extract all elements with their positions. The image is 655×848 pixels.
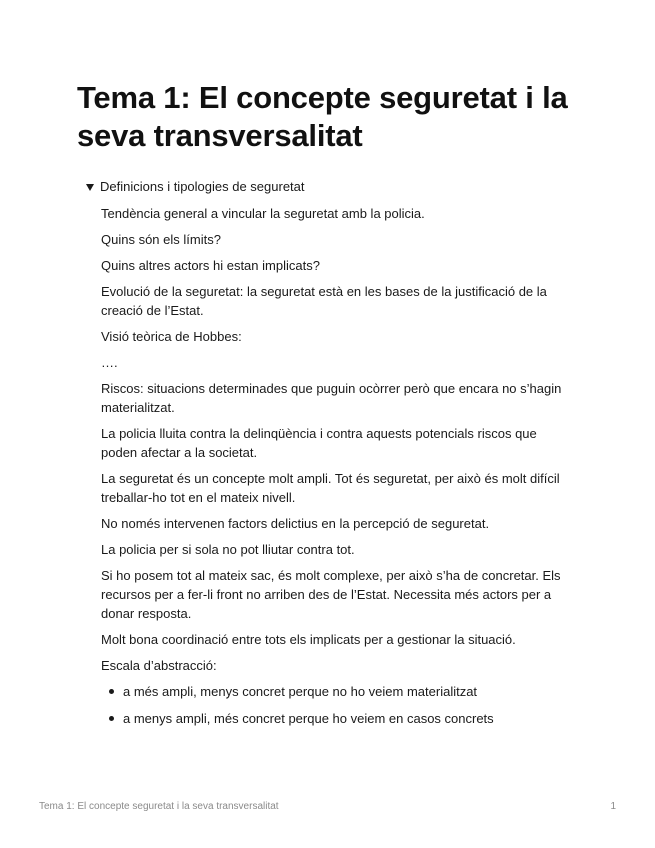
paragraph: Escala d’abstracció: <box>101 658 217 673</box>
triangle-down-icon[interactable] <box>86 184 94 191</box>
list-item-text: a menys ampli, més concret perque ho veiem en casos concrets <box>123 711 494 726</box>
paragraph: Visió teòrica de Hobbes: <box>101 329 242 344</box>
list-item <box>101 682 576 701</box>
toggle-summary[interactable] <box>86 178 586 196</box>
paragraph: La policia per si sola no pot lliutar contra tot. <box>101 542 355 557</box>
paragraph: Evolució de la seguretat: la seguretat està en les bases de la justificació de la creació de l’Estat. <box>101 284 547 318</box>
paragraph: La seguretat és un concepte molt ampli. Tot és seguretat, per això és molt difícil treballar-ho tot en el mateix nivell. <box>101 471 560 505</box>
paragraph: Quins altres actors hi estan implicats? <box>101 258 320 273</box>
toggle-content <box>101 204 576 736</box>
toggle-block <box>86 178 586 726</box>
bullet-list <box>101 682 576 728</box>
paragraph: No només intervenen factors delictius en la percepció de seguretat. <box>101 516 490 531</box>
paragraph: Tendència general a vincular la seguretat amb la policia. <box>101 206 425 221</box>
paragraph: Molt bona coordinació entre tots els implicats per a gestionar la situació. <box>101 632 516 647</box>
list-item <box>101 709 576 728</box>
paragraph: …. <box>101 355 118 370</box>
page-title: Tema 1: El concepte seguretat i la seva transversalitat <box>77 80 568 153</box>
bullet-icon <box>109 716 114 721</box>
paragraph: Si ho posem tot al mateix sac, és molt complexe, per això s’ha de concretar. Els recursos per a fer-li front no arriben des de l’Estat. Necessita més actors per a donar resposta. <box>101 568 561 621</box>
paragraph: Riscos: situacions determinades que puguin ocòrrer però que encara no s’hagin materialitzat. <box>101 381 562 415</box>
paragraph: La policia lluita contra la delinqüència i contra aquests potencials riscos que poden afectar a la societat. <box>101 426 537 460</box>
paragraph: Quins són els límits? <box>101 232 221 247</box>
bullet-icon <box>109 689 114 694</box>
list-item-text: a més ampli, menys concret perque no ho veiem materialitzat <box>123 684 478 699</box>
footer-title: Tema 1: El concepte seguretat i la seva transversalitat <box>39 801 279 812</box>
toggle-summary-label: Definicions i tipologies de seguretat <box>100 179 305 194</box>
footer-page-number: 1 <box>610 801 616 812</box>
